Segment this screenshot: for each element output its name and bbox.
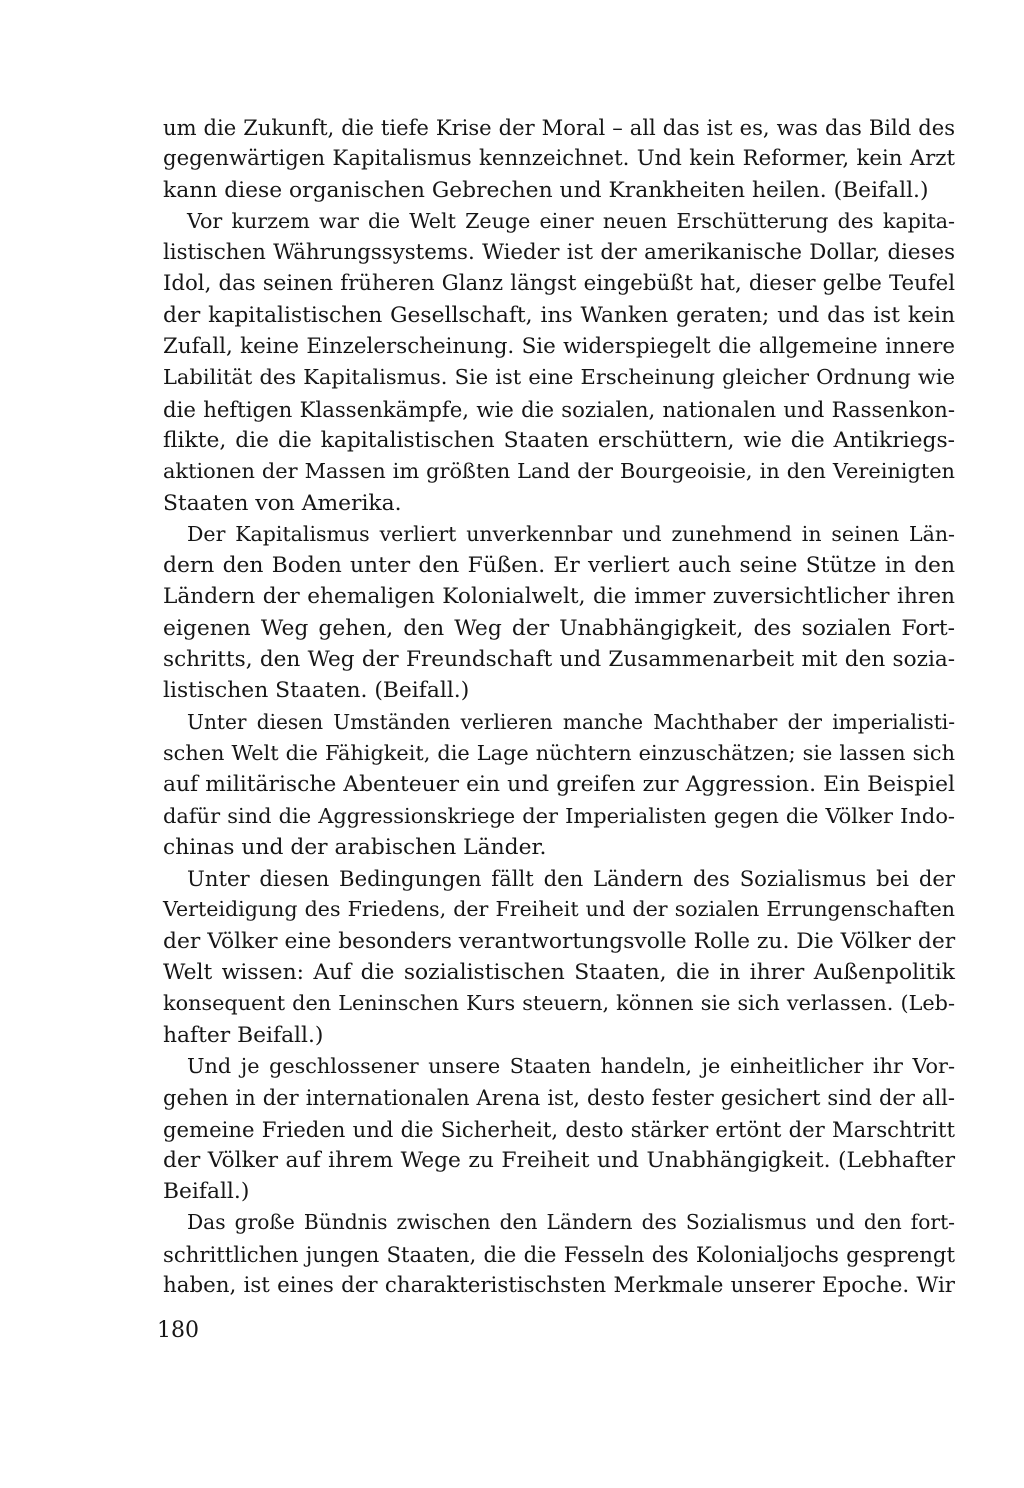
text-line: flikte, die die kapitalistischen Staaten erschüttern, wie die Antikriegs- — [163, 427, 955, 453]
text-line: eigenen Weg gehen, den Weg der Unabhängigkeit, des sozialen Fort- — [163, 615, 955, 641]
text-line: aktionen der Massen im größten Land der Bourgeoisie, in den Vereinigten — [163, 459, 955, 484]
paragraph — [163, 863, 955, 1051]
text-line: hafter Beifall.) — [163, 1022, 324, 1048]
text-line: Der Kapitalismus verliert unverkennbar und zunehmend in seinen Län- — [187, 521, 955, 546]
text-line: konsequent den Leninschen Kurs steuern, können sie sich verlassen. (Leb- — [163, 991, 955, 1016]
text-line: Und je geschlossener unsere Staaten handeln, je einheitlicher ihr Vor- — [187, 1053, 955, 1078]
text-line: dern den Boden unter den Füßen. Er verliert auch seine Stütze in den — [163, 553, 955, 579]
text-line: Ländern der ehemaligen Kolonialwelt, die immer zuversichtlicher ihren — [163, 584, 955, 610]
text-line: schen Welt die Fähigkeit, die Lage nüchtern einzuschätzen; sie lassen sich — [163, 740, 955, 765]
body-text — [163, 112, 955, 1301]
paragraph — [163, 1051, 955, 1207]
text-line: schritts, den Weg der Freundschaft und Zusammenarbeit mit den sozia- — [163, 647, 955, 673]
text-line: der Völker auf ihrem Wege zu Freiheit und Unabhängigkeit. (Lebhafter — [163, 1147, 955, 1173]
text-line: dafür sind die Aggressionskriege der Imperialisten gegen die Völker Indo- — [163, 803, 955, 828]
text-line: Beifall.) — [163, 1179, 250, 1205]
text-line: Das große Bündnis zwischen den Ländern des Sozialismus und den fort- — [187, 1210, 955, 1235]
text-line: Zufall, keine Einzelerscheinung. Sie widerspiegelt die allgemeine innere — [163, 334, 955, 360]
text-line: Labilität des Kapitalismus. Sie ist eine Erscheinung gleicher Ordnung wie — [163, 365, 955, 390]
paragraph — [163, 112, 955, 206]
page-number: 180 — [157, 1318, 199, 1343]
text-line: um die Zukunft, die tiefe Krise der Moral – all das ist es, was das Bild des — [163, 115, 955, 140]
text-line: die heftigen Klassenkämpfe, wie die sozialen, nationalen und Rassenkon- — [163, 396, 955, 422]
text-line: auf militärische Abenteuer ein und greifen zur Aggression. Ein Beispiel — [163, 772, 955, 798]
text-line: gehen in der internationalen Arena ist, desto fester gesichert sind der all- — [163, 1085, 955, 1111]
text-line: schrittlichen jungen Staaten, die die Fesseln des Kolonialjochs gesprengt — [163, 1241, 955, 1267]
text-line: der kapitalistischen Gesellschaft, ins Wanken geraten; und das ist kein — [163, 302, 955, 328]
text-line: listischen Währungssystems. Wieder ist der amerikanische Dollar, dieses — [163, 240, 955, 266]
text-line: Unter diesen Umständen verlieren manche Machthaber der imperialisti- — [187, 709, 955, 734]
paragraph — [163, 519, 955, 707]
paragraph — [163, 206, 955, 519]
text-line: Verteidigung des Friedens, der Freiheit und der sozialen Errungenschaften — [163, 897, 955, 922]
text-line: chinas und der arabischen Länder. — [163, 834, 547, 860]
text-line: listischen Staaten. (Beifall.) — [163, 678, 470, 704]
text-line: Vor kurzem war die Welt Zeuge einer neuen Erschütterung des kapita- — [187, 208, 955, 233]
text-line: Welt wissen: Auf die sozialistischen Staaten, die in ihrer Außenpolitik — [163, 960, 955, 986]
text-line: haben, ist eines der charakteristischsten Merkmale unserer Epoche. Wir — [163, 1272, 955, 1298]
text-line: kann diese organischen Gebrechen und Krankheiten heilen. (Beifall.) — [163, 177, 929, 203]
paragraph — [163, 707, 955, 863]
text-line: gegenwärtigen Kapitalismus kennzeichnet. Und kein Reformer, kein Arzt — [163, 146, 955, 172]
text-line: Staaten von Amerika. — [163, 490, 402, 516]
text-line: gemeine Frieden und die Sicherheit, desto stärker ertönt der Marschtritt — [163, 1116, 955, 1142]
text-line: der Völker eine besonders verantwortungsvolle Rolle zu. Die Völker der — [163, 928, 956, 954]
text-line: Unter diesen Bedingungen fällt den Ländern des Sozialismus bei der — [187, 866, 955, 892]
paragraph — [163, 1207, 955, 1301]
text-line: Idol, das seinen früheren Glanz längst eingebüßt hat, dieser gelbe Teufel — [163, 271, 955, 297]
